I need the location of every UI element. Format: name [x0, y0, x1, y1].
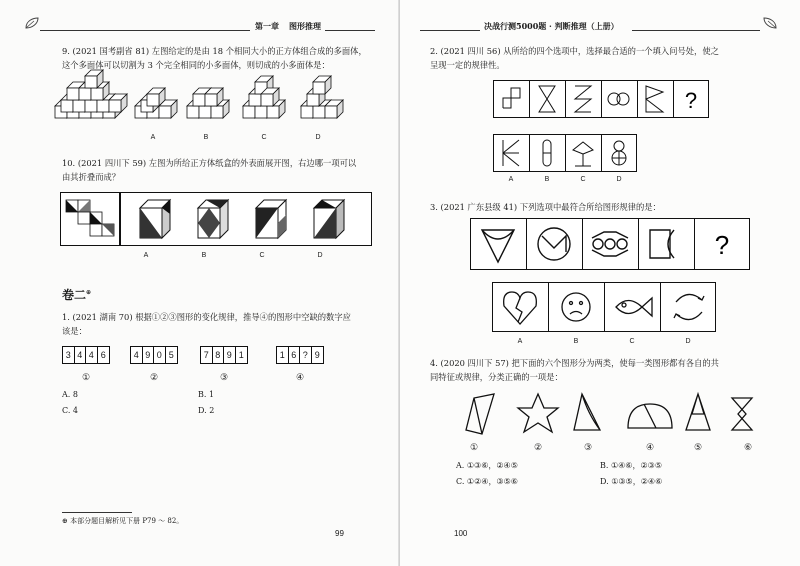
q9-text-2: 这个多面体可以切割为 3 个完全相同的小多面体，则切成的小多面体是：: [62, 60, 330, 70]
q3-stem-figures: [470, 218, 750, 270]
q3-question-mark: ?: [714, 230, 730, 260]
q3-label-a: A: [517, 338, 523, 345]
q9-option-a: [135, 88, 177, 118]
q1-option-b: B. 1: [198, 390, 215, 399]
q2-text-1: 2. (2021 四川 56) 从所给的四个选项中，选择最合适的一个填入问号处，使之: [430, 46, 719, 56]
q2-label-c: C: [580, 176, 586, 183]
q1-option-c: C. 4: [62, 406, 79, 415]
q2-question-mark: ?: [684, 88, 698, 113]
q9-label-c: C: [261, 134, 267, 141]
q3-option-figures: [492, 282, 716, 332]
digit: ?: [300, 347, 312, 363]
q4-figures: [460, 390, 760, 438]
header-rule: [40, 30, 250, 31]
q4-text-2: 同特征或规律，分类正确的一项是：: [430, 372, 563, 382]
digit: 1: [238, 350, 244, 360]
digit: 3: [63, 347, 75, 363]
q10-net: [66, 200, 114, 236]
q4-option-d: D. ①③⑤，②④⑥: [600, 477, 663, 486]
leaf-icon: [24, 16, 40, 30]
right-page: [400, 0, 800, 566]
q1-label-3: ③: [219, 372, 229, 382]
digit: 4: [131, 347, 143, 363]
q1-text-1: 1. (2021 湖南 70) 根据①②③图形的变化规律，推导④的图形中空缺的数字应: [62, 312, 351, 322]
chapter-header: [255, 20, 321, 32]
header-rule: [325, 30, 375, 31]
q4-option-c: C. ①②④，③⑤⑥: [456, 477, 518, 486]
section-footnote-mark: ⊕: [86, 289, 92, 296]
q2-text-2: 呈现一定的规律性。: [430, 60, 505, 70]
q4-label-2: ②: [533, 442, 543, 452]
q4-option-b: B. ①④⑥，②③⑤: [600, 461, 662, 470]
q9-option-c: [243, 76, 285, 118]
q3-label-d: D: [685, 338, 691, 345]
q9-text-1: 9. (2021 国考副省 81) 左图给定的是由 18 个相同大小的正方体组合成的多面体，: [62, 46, 367, 56]
q10-option-b: [198, 200, 228, 238]
q1-box-2: [130, 346, 178, 364]
q4-label-5: ⑤: [693, 442, 703, 452]
q9-option-b: [187, 88, 229, 118]
q3-label-c: C: [629, 338, 635, 345]
digit: 5: [168, 350, 174, 360]
digit: 6: [100, 350, 106, 360]
digit: 0: [154, 347, 166, 363]
digit: 4: [75, 347, 87, 363]
page-number-left: 99: [335, 529, 344, 538]
q1-label-4: ④: [295, 372, 305, 382]
q10-option-c: [256, 200, 286, 238]
digit: 6: [289, 347, 301, 363]
leaf-icon: [762, 16, 778, 30]
q1-label-2: ②: [149, 372, 159, 382]
q10-text-1: 10. (2021 四川下 59) 左图为所给正方体纸盒的外表面展开图，右边哪一项可以: [62, 158, 357, 168]
q4-label-4: ④: [645, 442, 655, 452]
q1-box-3: [200, 346, 248, 364]
digit: 4: [86, 347, 98, 363]
q4-label-6: ⑥: [743, 442, 753, 452]
page-number-right: 100: [454, 529, 468, 538]
q4-text-1: 4. (2020 四川下 57) 把下面的六个图形分为两类，使每一类图形都有各自的共: [430, 358, 719, 368]
q3-text-1: 3. (2021 广东县级 41) 下列选项中最符合所给图形规律的是：: [430, 202, 661, 212]
q2-label-b: B: [544, 176, 550, 183]
q4-label-1: ①: [469, 442, 479, 452]
chapter-label: 第一章: [255, 20, 279, 31]
q2-option-figures: [493, 134, 637, 172]
q2-stem-figures: [493, 80, 709, 118]
q10-option-a: [140, 200, 170, 238]
q2-label-a: A: [508, 176, 514, 183]
q10-text-2: 由其折叠而成？: [62, 172, 121, 182]
section-title: [62, 286, 91, 303]
footnote-rule: [62, 512, 132, 513]
digit: 8: [213, 347, 225, 363]
q10-figures: [60, 192, 372, 246]
q10-label-a: A: [143, 252, 149, 259]
q10-label-d: D: [317, 252, 323, 259]
q9-label-a: A: [150, 134, 156, 141]
footnote: ⊕ 本部分题目解析见下册 P79 ～ 82。: [62, 517, 184, 525]
q1-option-d: D. 2: [198, 406, 215, 415]
section-title-text: 卷二: [62, 288, 87, 302]
book-header: [484, 20, 619, 32]
header-rule: [420, 30, 480, 31]
q1-option-a: A. 8: [62, 390, 78, 399]
digit: 9: [224, 347, 236, 363]
q1-label-1: ①: [81, 372, 91, 382]
q10-label-b: B: [201, 252, 207, 259]
q9-figures: [55, 78, 375, 130]
q1-box-4: [276, 346, 324, 364]
q9-label-b: B: [203, 134, 209, 141]
q4-label-3: ③: [583, 442, 593, 452]
q10-option-d: [314, 200, 344, 238]
q4-option-a: A. ①③⑥，②④⑤: [456, 461, 518, 470]
header-rule: [632, 30, 760, 31]
q9-main-polyhedron: [55, 70, 127, 118]
q1-text-2: 该是：: [62, 326, 87, 336]
q9-option-d: [301, 76, 343, 118]
digit: 9: [143, 347, 155, 363]
digit: 9: [314, 350, 320, 360]
chapter-title: 图形推理: [289, 20, 321, 31]
q2-label-d: D: [616, 176, 622, 183]
digit: 7: [201, 347, 213, 363]
q10-label-c: C: [259, 252, 265, 259]
q1-box-1: [62, 346, 110, 364]
q9-label-d: D: [315, 134, 321, 141]
q3-label-b: B: [573, 338, 579, 345]
digit: 1: [277, 347, 289, 363]
book-title: 决战行测5000题 · 判断推理（上册）: [484, 20, 619, 31]
